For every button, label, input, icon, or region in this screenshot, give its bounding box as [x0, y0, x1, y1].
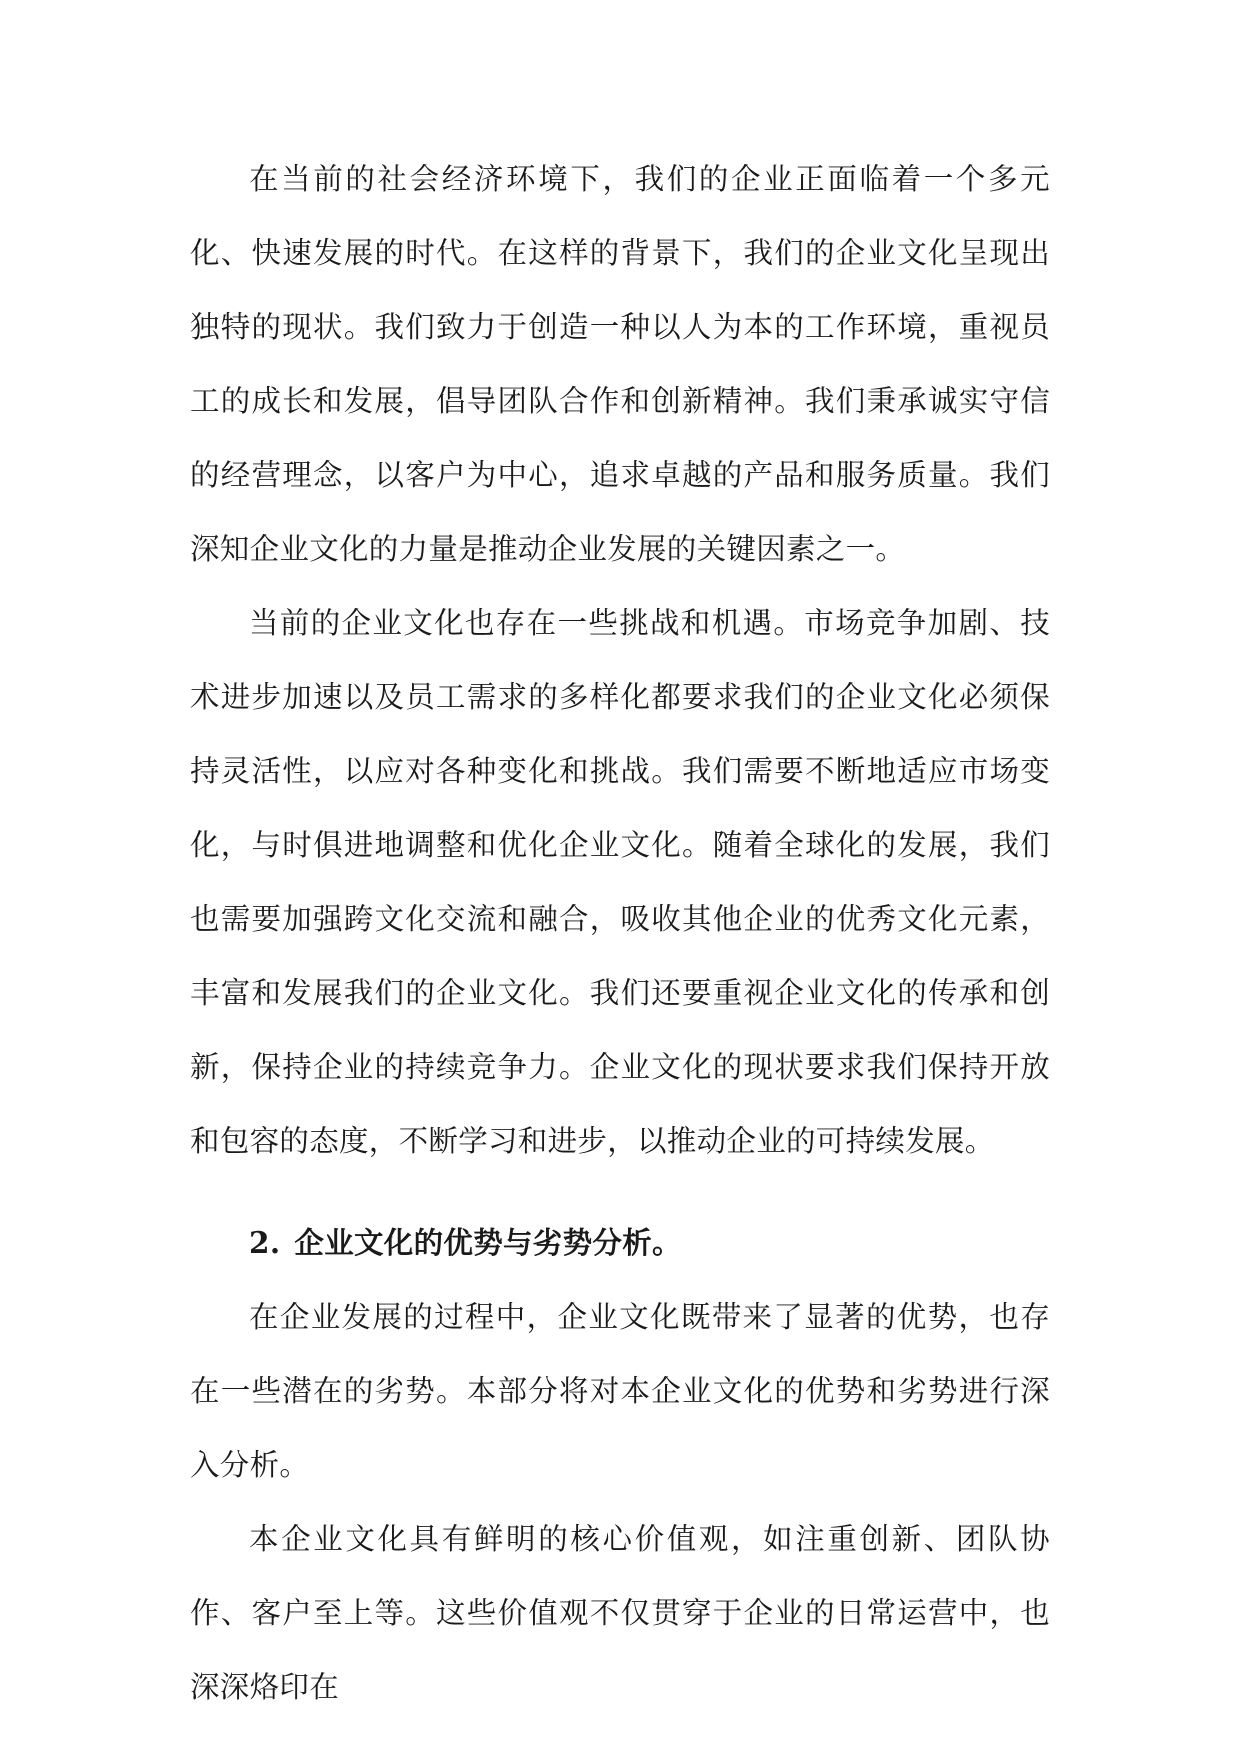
section-heading: [190, 1206, 1050, 1280]
paragraph-analysis-intro: 在企业发展的过程中，企业文化既带来了显著的优势，也存在一些潜在的劣势。本部分将对本企业文化的优势和劣势进行深入分析。: [190, 1300, 1050, 1482]
document-body: [190, 142, 1050, 1724]
paragraph-core-values: 本企业文化具有鲜明的核心价值观，如注重创新、团队协作、客户至上等。这些价值观不仅贯穿于企业的日常运营中，也深深烙印在: [190, 1522, 1050, 1704]
section-heading-number: 2.: [249, 1225, 281, 1260]
paragraph-current-culture: 在当前的社会经济环境下，我们的企业正面临着一个多元化、快速发展的时代。在这样的背景下，我们的企业文化呈现出独特的现状。我们致力于创造一种以人为本的工作环境，重视员工的成长和发展，倡导团队合作和创新精神。我们秉承诚实守信的经营理念，以客户为中心，追求卓越的产品和服务质量。我们深知企业文化的力量是推动企业发展的关键因素之一。: [190, 162, 1050, 566]
section-heading-title: 企业文化的优势与劣势分析。: [294, 1225, 682, 1260]
paragraph-challenges-opportunities: 当前的企业文化也存在一些挑战和机遇。市场竞争加剧、技术进步加速以及员工需求的多样化都要求我们的企业文化必须保持灵活性，以应对各种变化和挑战。我们需要不断地适应市场变化，与时俱进地调整和优化企业文化。随着全球化的发展，我们也需要加强跨文化交流和融合，吸收其他企业的优秀文化元素，丰富和发展我们的企业文化。我们还要重视企业文化的传承和创新，保持企业的持续竞争力。企业文化的现状要求我们保持开放和包容的态度，不断学习和进步，以推动企业的可持续发展。: [190, 606, 1050, 1158]
